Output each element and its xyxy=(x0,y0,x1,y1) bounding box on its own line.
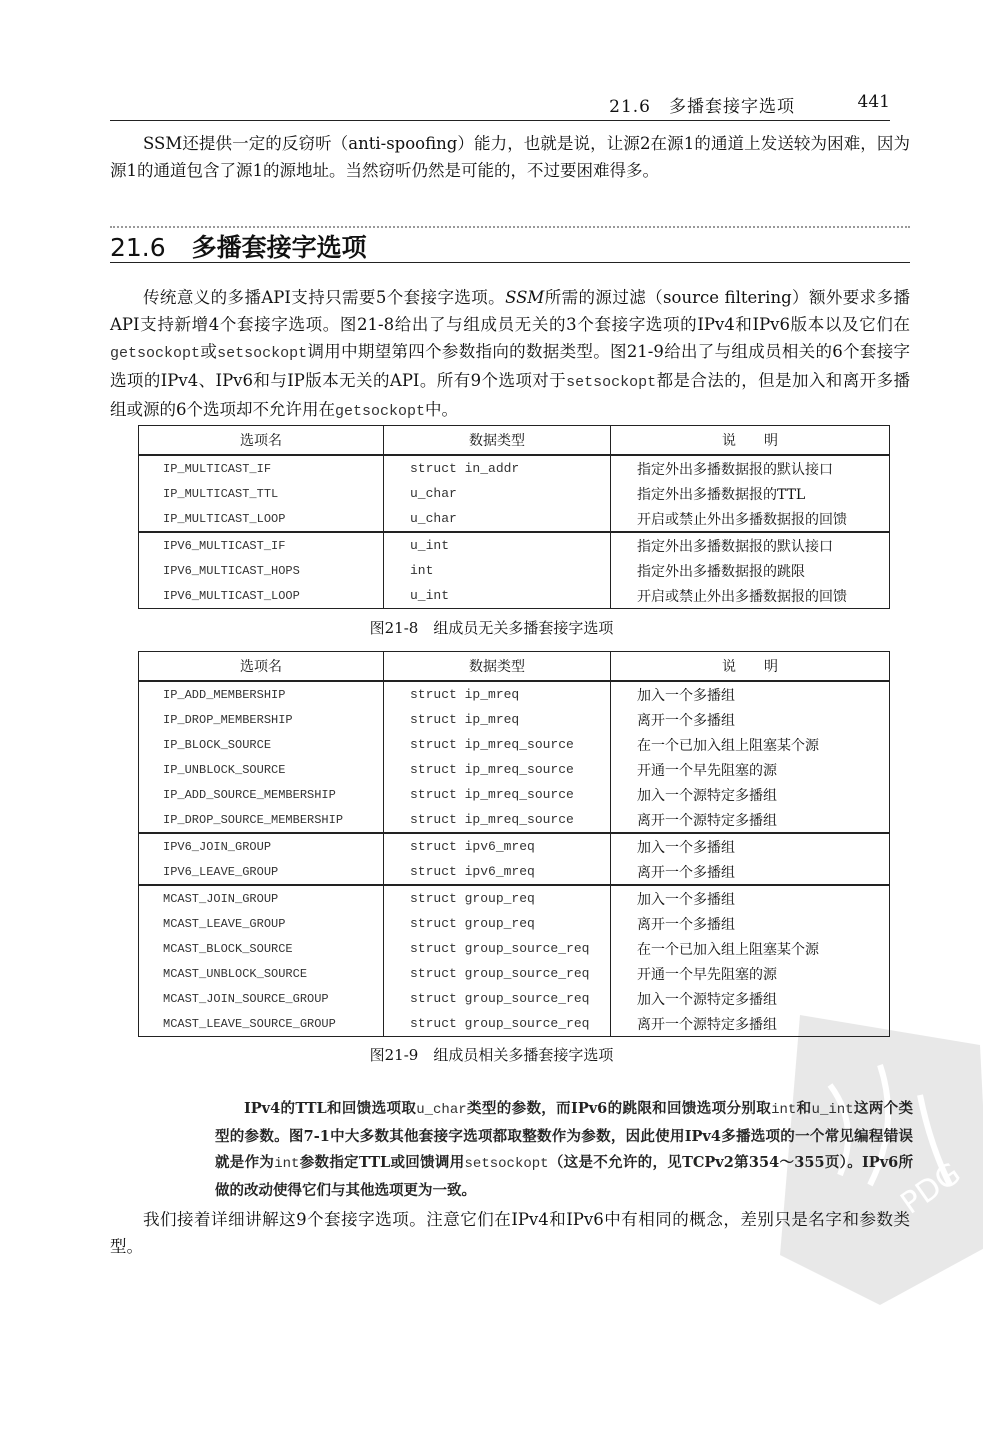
running-head-title: 21.6 多播套接字选项 xyxy=(609,97,795,117)
table-row xyxy=(139,1011,890,1037)
data-type-cell: struct ip_mreq xyxy=(384,707,611,732)
figure-21-9-caption: 图21-9 组成员相关多播套接字选项 xyxy=(369,1046,614,1064)
option-name-cell: IP_DROP_MEMBERSHIP xyxy=(139,707,384,732)
data-type-cell: struct group_source_req xyxy=(384,961,611,986)
option-name-cell: MCAST_BLOCK_SOURCE xyxy=(139,936,384,961)
table-row xyxy=(139,455,890,481)
description-cell: 指定外出多播数据报的跳限 xyxy=(611,558,890,583)
option-name-cell: IPV6_MULTICAST_IF xyxy=(139,532,384,558)
header-data-type: 数据类型 xyxy=(384,652,611,682)
description-cell: 指定外出多播数据报的TTL xyxy=(611,481,890,506)
option-name-cell: IP_ADD_MEMBERSHIP xyxy=(139,681,384,707)
description-cell: 加入一个多播组 xyxy=(611,885,890,911)
data-type-cell: u_int xyxy=(384,583,611,609)
body-paragraph xyxy=(110,284,910,425)
text-run: 所需的源过滤（source filtering）额外要求多播API支持新增4个套接字选项。图21-8给出了与组成员无关的3个套接字选项的IPv4和IPv6版本以及它们在 xyxy=(110,288,910,334)
description-cell: 离开一个多播组 xyxy=(611,911,890,936)
option-name-cell: MCAST_JOIN_SOURCE_GROUP xyxy=(139,986,384,1011)
table-row xyxy=(139,885,890,911)
option-name-cell: IP_DROP_SOURCE_MEMBERSHIP xyxy=(139,807,384,833)
table-row xyxy=(139,558,890,583)
option-name-cell: IPV6_MULTICAST_HOPS xyxy=(139,558,384,583)
description-cell: 加入一个多播组 xyxy=(611,681,890,707)
text-run: 中。 xyxy=(425,400,459,419)
table-row xyxy=(139,833,890,859)
code-getsockopt: getsockopt xyxy=(110,345,201,362)
description-cell: 开启或禁止外出多播数据报的回馈 xyxy=(611,583,890,609)
data-type-cell: struct group_source_req xyxy=(384,936,611,961)
table-header-row xyxy=(139,426,890,456)
watermark-text: PDG xyxy=(894,1155,968,1222)
option-name-cell: IP_UNBLOCK_SOURCE xyxy=(139,757,384,782)
data-type-cell: struct ip_mreq_source xyxy=(384,807,611,833)
running-head xyxy=(110,88,890,121)
data-type-cell: int xyxy=(384,558,611,583)
code-setsockopt: setsockopt xyxy=(566,374,657,391)
description-cell: 在一个已加入组上阻塞某个源 xyxy=(611,732,890,757)
section-number: 21.6 xyxy=(110,233,166,262)
description-cell: 加入一个源特定多播组 xyxy=(611,986,890,1011)
description-cell: 离开一个源特定多播组 xyxy=(611,807,890,833)
option-name-cell: IP_MULTICAST_IF xyxy=(139,455,384,481)
table-figure-21-8 xyxy=(138,425,890,609)
table-figure-21-9 xyxy=(138,651,890,1037)
table-row xyxy=(139,506,890,532)
data-type-cell: u_char xyxy=(384,481,611,506)
table-row xyxy=(139,936,890,961)
text-run: （这是不允许的，见TCPv2第354～355页）。IPv6所做的改动使得它们与其他选项更为一致。 xyxy=(215,1154,914,1199)
data-type-cell: u_int xyxy=(384,532,611,558)
data-type-cell: struct group_req xyxy=(384,885,611,911)
table-header-row xyxy=(139,652,890,682)
option-name-cell: IP_BLOCK_SOURCE xyxy=(139,732,384,757)
header-description: 说 明 xyxy=(611,652,890,682)
data-type-cell: struct group_req xyxy=(384,911,611,936)
text-run: 参数指定TTL或回馈调用 xyxy=(299,1154,465,1171)
section-heading xyxy=(110,228,910,263)
option-name-cell: IP_MULTICAST_TTL xyxy=(139,481,384,506)
text-run: 这两个类型的参数。图7-1中大多数其他套接字选项都取整数作为参数，因此使用IPv4多播选项的一个常见编程错误就是作为 xyxy=(215,1100,914,1171)
table-row xyxy=(139,681,890,707)
table-row xyxy=(139,481,890,506)
text-run: 都是合法的，但是加入和离开多播组或源的6个选项却不允许用在 xyxy=(110,371,910,419)
data-type-cell: struct ip_mreq_source xyxy=(384,732,611,757)
header-option-name: 选项名 xyxy=(139,652,384,682)
closing-paragraph: 我们接着详细讲解这9个套接字选项。注意它们在IPv4和IPv6中有相同的概念，差别只是名字和参数类型。 xyxy=(110,1210,910,1256)
table-row xyxy=(139,532,890,558)
description-cell: 指定外出多播数据报的默认接口 xyxy=(611,455,890,481)
description-cell: 在一个已加入组上阻塞某个源 xyxy=(611,936,890,961)
description-cell: 开启或禁止外出多播数据报的回馈 xyxy=(611,506,890,532)
description-cell: 指定外出多播数据报的默认接口 xyxy=(611,532,890,558)
table-row xyxy=(139,961,890,986)
option-name-cell: IP_ADD_SOURCE_MEMBERSHIP xyxy=(139,782,384,807)
option-name-cell: MCAST_LEAVE_SOURCE_GROUP xyxy=(139,1011,384,1037)
text-run: 类型的参数，而IPv6的跳限和回馈选项分别取 xyxy=(466,1100,772,1117)
figure-21-8-caption: 图21-8 组成员无关多播套接字选项 xyxy=(369,619,614,637)
table-row xyxy=(139,807,890,833)
note-paragraph xyxy=(215,1096,913,1204)
header-description: 说 明 xyxy=(611,426,890,456)
description-cell: 开通一个早先阻塞的源 xyxy=(611,757,890,782)
code-int: int xyxy=(274,1156,300,1172)
code-setsockopt: setsockopt xyxy=(464,1156,549,1172)
option-name-cell: IPV6_LEAVE_GROUP xyxy=(139,859,384,885)
option-name-cell: MCAST_LEAVE_GROUP xyxy=(139,911,384,936)
text-run: 和 xyxy=(796,1100,812,1117)
table-row xyxy=(139,707,890,732)
data-type-cell: struct group_source_req xyxy=(384,986,611,1011)
code-setsockopt: setsockopt xyxy=(217,345,308,362)
text-run: 传统意义的多播API支持只需要5个套接字选项。 xyxy=(143,288,506,307)
text-run: 调用中期望第四个参数指向的数据类型。图21-9给出了与组成员相关的6个套接字选项的IPv4、IPv6和与IP版本无关的API。所有9个选项对于 xyxy=(110,342,910,390)
code-getsockopt: getsockopt xyxy=(335,403,426,420)
data-type-cell: struct ip_mreq_source xyxy=(384,782,611,807)
data-type-cell: u_char xyxy=(384,506,611,532)
data-type-cell: struct ipv6_mreq xyxy=(384,859,611,885)
data-type-cell: struct in_addr xyxy=(384,455,611,481)
option-name-cell: MCAST_UNBLOCK_SOURCE xyxy=(139,961,384,986)
table-row xyxy=(139,757,890,782)
table-row xyxy=(139,583,890,609)
data-type-cell: struct group_source_req xyxy=(384,1011,611,1037)
data-type-cell: struct ip_mreq_source xyxy=(384,757,611,782)
data-type-cell: struct ip_mreq xyxy=(384,681,611,707)
code-u-int: u_int xyxy=(811,1102,854,1118)
table-row xyxy=(139,782,890,807)
code-u-char: u_char xyxy=(416,1102,467,1118)
data-type-cell: struct ipv6_mreq xyxy=(384,833,611,859)
option-name-cell: IPV6_MULTICAST_LOOP xyxy=(139,583,384,609)
description-cell: 离开一个多播组 xyxy=(611,707,890,732)
table-row xyxy=(139,859,890,885)
option-name-cell: MCAST_JOIN_GROUP xyxy=(139,885,384,911)
table-row xyxy=(139,732,890,757)
description-cell: 离开一个多播组 xyxy=(611,859,890,885)
description-cell: 加入一个多播组 xyxy=(611,833,890,859)
text-run: 或 xyxy=(200,342,218,361)
page-number: 441 xyxy=(857,92,890,112)
option-name-cell: IP_MULTICAST_LOOP xyxy=(139,506,384,532)
intro-paragraph: SSM还提供一定的反窃听（anti-spoofing）能力，也就是说，让源2在源1的通道上发送较为困难，因为源1的通道包含了源1的源地址。当然窃听仍然是可能的，不过要困难得多。 xyxy=(110,134,910,180)
table-row xyxy=(139,986,890,1011)
header-option-name: 选项名 xyxy=(139,426,384,456)
description-cell: 开通一个早先阻塞的源 xyxy=(611,961,890,986)
option-name-cell: IPV6_JOIN_GROUP xyxy=(139,833,384,859)
description-cell: 离开一个源特定多播组 xyxy=(611,1011,890,1037)
section-title: 多播套接字选项 xyxy=(191,233,367,262)
header-data-type: 数据类型 xyxy=(384,426,611,456)
text-run: IPv4的TTL和回馈选项取 xyxy=(244,1100,417,1117)
table-row xyxy=(139,911,890,936)
code-int: int xyxy=(771,1102,797,1118)
text-run-italic: SSM xyxy=(505,288,545,307)
description-cell: 加入一个源特定多播组 xyxy=(611,782,890,807)
